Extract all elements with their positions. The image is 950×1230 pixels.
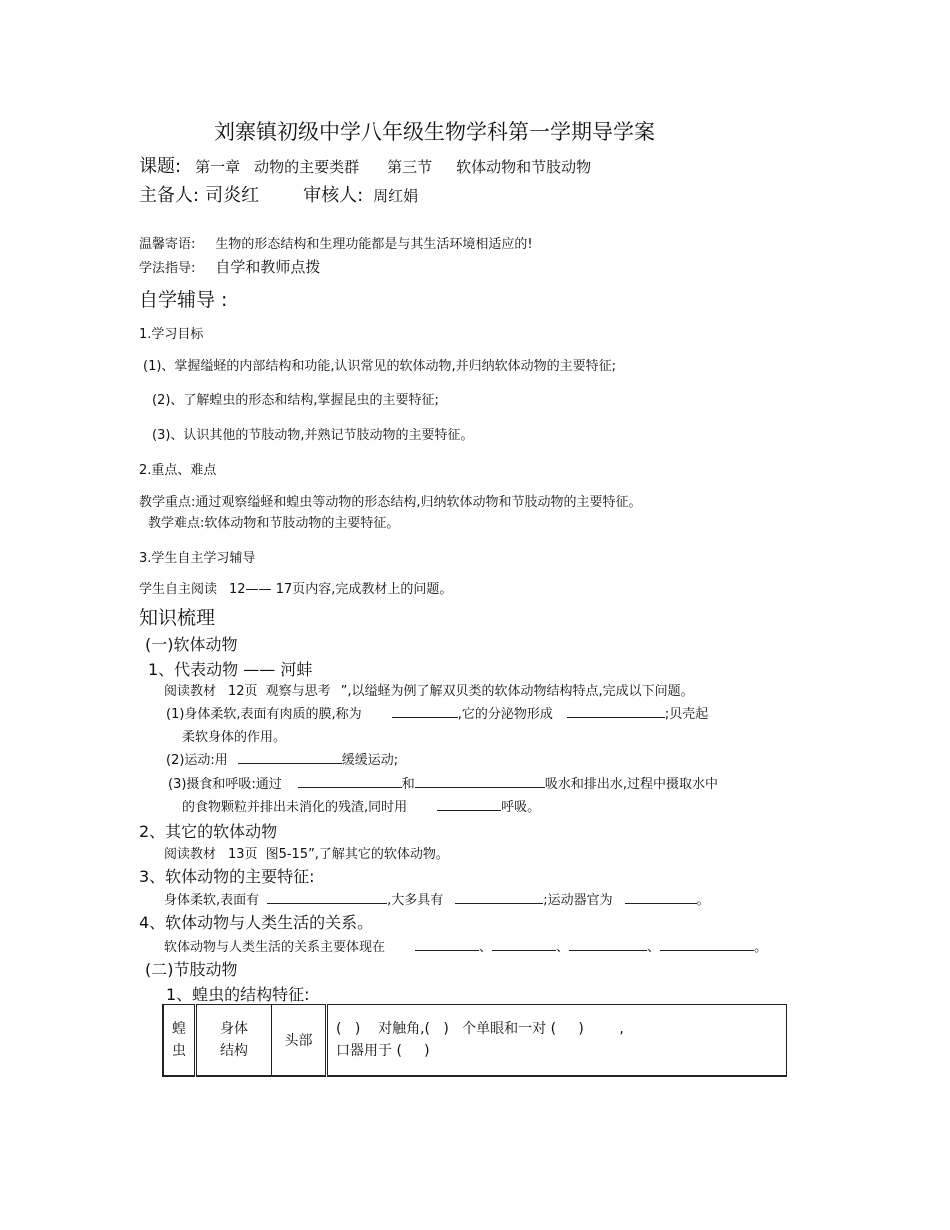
self-study-heading: 自学辅导 : [139, 289, 228, 311]
answer-blank[interactable] [238, 749, 342, 764]
chapter: 第一章 [195, 158, 241, 176]
section-name: 软体动物和节肢动物 [456, 158, 592, 176]
guide-heading: 3.学生自主学习辅导 [139, 551, 256, 566]
section: 第三节 [387, 158, 433, 176]
cell-text: ( ) 对触角,( ) 个单眼和一对 ( ) , [336, 1021, 624, 1037]
human-relation-line [164, 936, 767, 955]
table-cell-animal [163, 1005, 196, 1077]
question-text: ;贝壳起 [664, 707, 709, 722]
period: 。 [754, 940, 768, 955]
question-text: 缓缓运动; [341, 753, 399, 768]
question-1-cont: 柔软身体的作用。 [182, 730, 287, 745]
reviewer-label: 审核人: [303, 185, 364, 206]
question-text: (1)身体柔软,表面有肉质的膜,称为 [166, 707, 362, 722]
question-1 [166, 703, 708, 722]
goals-heading: 1.学习目标 [139, 327, 204, 342]
answer-blank[interactable] [455, 889, 543, 904]
other-mollusc-heading: 2、其它的软体动物 [139, 822, 278, 841]
read-page: 13页 [228, 847, 258, 862]
question-text: 身体柔软,表面有 [164, 893, 260, 908]
locust-structure-table [162, 1004, 787, 1077]
answer-blank[interactable] [569, 936, 647, 951]
read-topic: 观察与思考 [265, 684, 331, 699]
method-text: 自学和教师点拨 [215, 258, 321, 276]
tips-text: 生物的形态结构和生理功能都是与其生活环境相适应的! [215, 237, 533, 252]
read-page: 12页 [228, 684, 258, 699]
question-text: 。 [696, 893, 710, 908]
question-3-cont [182, 796, 540, 815]
preparer-name: 司炎红 [205, 185, 260, 206]
page-title: 刘寨镇初级中学八年级生物学科第一学期导学案 [214, 120, 655, 144]
question-text: 的食物颗粒并排出未消化的残渣,同时用 [182, 800, 408, 815]
preparer-label: 主备人: [139, 185, 200, 206]
separator: 、 [647, 940, 661, 955]
cell-text: 口器用于 ( ) [336, 1043, 430, 1059]
mollusc-feature-heading: 3、软体动物的主要特征: [139, 867, 315, 886]
answer-blank[interactable] [567, 703, 665, 718]
table-row [163, 1005, 787, 1077]
cell-text: 身体 [220, 1021, 248, 1037]
reviewer-name: 周红娟 [373, 187, 419, 205]
read-text: 阅读教材 [164, 684, 217, 699]
question-text: ;运动器官为 [543, 893, 613, 908]
question-text: ,它的分泌物形成 [457, 707, 553, 722]
question-2 [166, 749, 398, 768]
guide-text [139, 578, 452, 597]
read-instruction-2 [164, 843, 449, 862]
answer-blank[interactable] [415, 773, 545, 788]
separator: 、 [556, 940, 570, 955]
answer-blank[interactable] [298, 773, 402, 788]
read-text: 阅读教材 [164, 847, 217, 862]
mollusc-feature-line [164, 889, 710, 908]
answer-blank[interactable] [437, 796, 501, 811]
question-text: 吸水和排出水,过程中摄取水中 [544, 777, 718, 792]
mollusc-heading: (一)软体动物 [145, 635, 238, 654]
difficulty: 教学难点:软体动物和节肢动物的主要特征。 [148, 516, 400, 531]
topic-label: 课题: [139, 156, 182, 177]
answer-blank[interactable] [625, 889, 697, 904]
arthropod-heading: (二)节肢动物 [145, 960, 238, 979]
answer-blank[interactable] [660, 936, 754, 951]
read-instruction-1 [164, 680, 694, 699]
goal-item: (2)、了解蝗虫的形态和结构,掌握昆虫的主要特征; [152, 393, 439, 408]
guide-prefix: 学生自主阅读 [139, 582, 218, 597]
goal-item: (3)、认识其他的节肢动物,并熟记节肢动物的主要特征。 [152, 428, 474, 443]
table-cell-head: 头部 [272, 1005, 327, 1077]
answer-blank[interactable] [415, 936, 479, 951]
question-3 [168, 773, 718, 792]
answer-blank[interactable] [267, 889, 387, 904]
question-text: 和 [401, 777, 415, 792]
question-text: ,大多具有 [387, 893, 444, 908]
answer-blank[interactable] [392, 703, 458, 718]
question-text: (2)运动:用 [166, 753, 228, 768]
key-heading: 2.重点、难点 [139, 463, 217, 478]
cell-text: 蝗 [172, 1021, 186, 1037]
guide-pages: 12—— 17页内容,完成教材上的问题。 [229, 582, 453, 597]
chapter-name: 动物的主要类群 [254, 158, 360, 176]
topic-row [139, 152, 591, 178]
key-point: 教学重点:通过观察缢蛏和蝗虫等动物的形态结构,归纳软体动物和节肢动物的主要特征。 [139, 495, 642, 510]
separator: 、 [479, 940, 493, 955]
answer-blank[interactable] [492, 936, 556, 951]
preparer-row [139, 181, 418, 207]
tips-row [139, 233, 533, 252]
question-text: (3)摄食和呼吸:通过 [168, 777, 282, 792]
table-cell-body-structure [196, 1005, 272, 1077]
locust-heading: 1、蝗虫的结构特征: [166, 985, 310, 1004]
method-row [139, 256, 320, 277]
cell-text: 结构 [220, 1043, 248, 1059]
knowledge-heading: 知识梳理 [139, 607, 216, 629]
question-text: 软体动物与人类生活的关系主要体现在 [164, 940, 386, 955]
tips-label: 温馨寄语: [139, 237, 196, 252]
human-relation-heading: 4、软体动物与人类生活的关系。 [139, 913, 374, 932]
goal-item: (1)、掌握缢蛏的内部结构和功能,认识常见的软体动物,并归纳软体动物的主要特征; [143, 359, 617, 374]
method-label: 学法指导: [139, 261, 196, 276]
table-cell-head-features[interactable] [327, 1005, 787, 1077]
question-text: 呼吸。 [501, 800, 541, 815]
rep-animal-heading: 1、代表动物 —— 河蚌 [148, 660, 313, 679]
cell-text: 虫 [172, 1043, 186, 1059]
read-text: ”,以缢蛏为例了解双贝类的软体动物结构特点,完成以下问题。 [340, 684, 694, 699]
read-text: 图5-15”,了解其它的软体动物。 [265, 847, 449, 862]
